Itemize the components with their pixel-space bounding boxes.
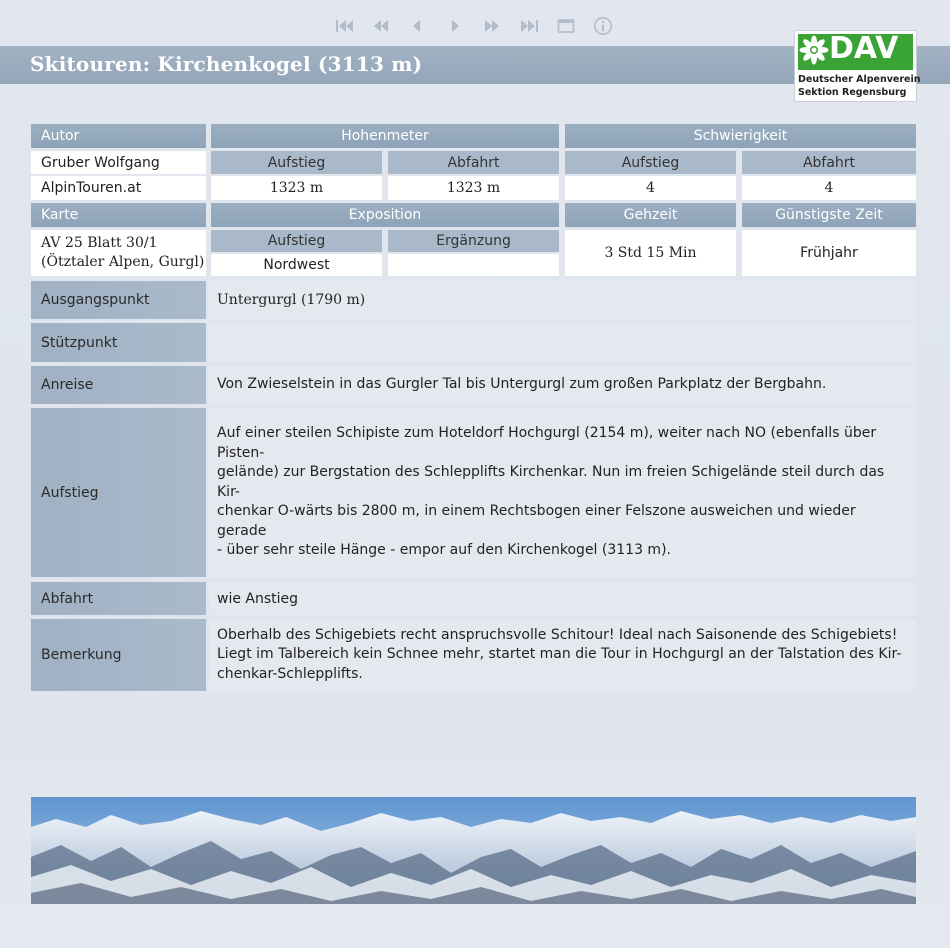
hm-aufstieg-label: Aufstieg <box>211 151 382 174</box>
autor-value: Gruber Wolfgang <box>31 151 206 174</box>
sw-abfahrt-label: Abfahrt <box>742 151 916 174</box>
autor-label: Autor <box>31 124 206 148</box>
next-icon[interactable] <box>442 14 468 38</box>
gehzeit-label: Gehzeit <box>565 203 736 227</box>
anreise-text: Von Zwieselstein in das Gurgler Tal bis Untergurgl zum großen Parkplatz der Bergbahn. <box>217 376 827 393</box>
dav-logo <box>794 30 921 102</box>
sw-aufstieg-label: Aufstieg <box>565 151 736 174</box>
page-title: Skitouren: Kirchenkogel (3113 m) <box>30 52 423 76</box>
gehzeit-value: 3 Std 15 Min <box>565 230 736 276</box>
logo-text: DAV <box>829 31 899 66</box>
exp-aufstieg-label: Aufstieg <box>211 230 382 252</box>
bemerkung-text: Oberhalb des Schigebiets recht anspruchsvolle Schitour! Ideal nach Saisonende des Schigebiets! Liegt im Talbereich kein Schnee mehr, startet man die Tour in Hochgurgl an der Talstation des Kir- chenkar-Schlepplifts. <box>217 626 902 682</box>
aufstieg-value <box>209 408 916 577</box>
info-icon[interactable] <box>590 14 616 38</box>
sw-aufstieg-value: 4 <box>565 176 736 200</box>
aufstieg-text: Auf einer steilen Schipiste zum Hoteldorf Hochgurgl (2154 m), weiter nach NO (ebenfalls über Pisten- gelände) zur Bergstation des Schlepplifts Kirchenkar. Nun im freien Schigelände steil durch das Kir- chenkar O-wärts bis 2800 m, in einem Rechtsbogen einer Felszone ausweichen und wieder gerade - über sehr steile Hänge - empor auf den Kirchenkogel (3113 m). <box>217 425 885 559</box>
anreise-value <box>209 366 916 404</box>
bemerkung-label: Bemerkung <box>31 619 206 691</box>
hm-abfahrt-value: 1323 m <box>388 176 559 200</box>
rewind-icon[interactable] <box>368 14 394 38</box>
previous-icon[interactable] <box>404 14 430 38</box>
logo-line-2: Sektion Regensburg <box>798 87 907 98</box>
ausgangspunkt-label: Ausgangspunkt <box>31 281 206 319</box>
zeit-label: Günstigste Zeit <box>742 203 916 227</box>
edelweiss-icon <box>798 34 830 66</box>
exp-ergaenzung-label: Ergänzung <box>388 230 559 252</box>
autor-source: AlpinTouren.at <box>31 176 206 200</box>
anreise-label: Anreise <box>31 366 206 404</box>
logo-line-1: Deutscher Alpenverein <box>798 74 921 85</box>
hm-aufstieg-value: 1323 m <box>211 176 382 200</box>
last-icon[interactable] <box>516 14 542 38</box>
exposition-label: Exposition <box>211 203 559 227</box>
zeit-value: Frühjahr <box>742 230 916 276</box>
ausgangspunkt-value: Untergurgl (1790 m) <box>209 281 916 319</box>
exp-aufstieg-value: Nordwest <box>211 254 382 276</box>
stuetzpunkt-value <box>209 323 916 362</box>
window-icon[interactable] <box>553 14 579 38</box>
hm-abfahrt-label: Abfahrt <box>388 151 559 174</box>
schwierigkeit-label: Schwierigkeit <box>565 124 916 148</box>
karte-value: AV 25 Blatt 30/1 (Ötztaler Alpen, Gurgl) <box>31 230 206 276</box>
stuetzpunkt-label: Stützpunkt <box>31 323 206 362</box>
first-icon[interactable] <box>332 14 358 38</box>
sw-abfahrt-value: 4 <box>742 176 916 200</box>
karte-label: Karte <box>31 203 206 227</box>
mountain-panorama-image <box>31 797 916 904</box>
abfahrt-value: wie Anstieg <box>209 582 916 615</box>
fast-forward-icon[interactable] <box>479 14 505 38</box>
aufstieg-label: Aufstieg <box>31 408 206 577</box>
bemerkung-value <box>209 619 916 691</box>
hohenmeter-label: Hohenmeter <box>211 124 559 148</box>
exp-ergaenzung-value <box>388 254 559 276</box>
abfahrt-label: Abfahrt <box>31 582 206 615</box>
